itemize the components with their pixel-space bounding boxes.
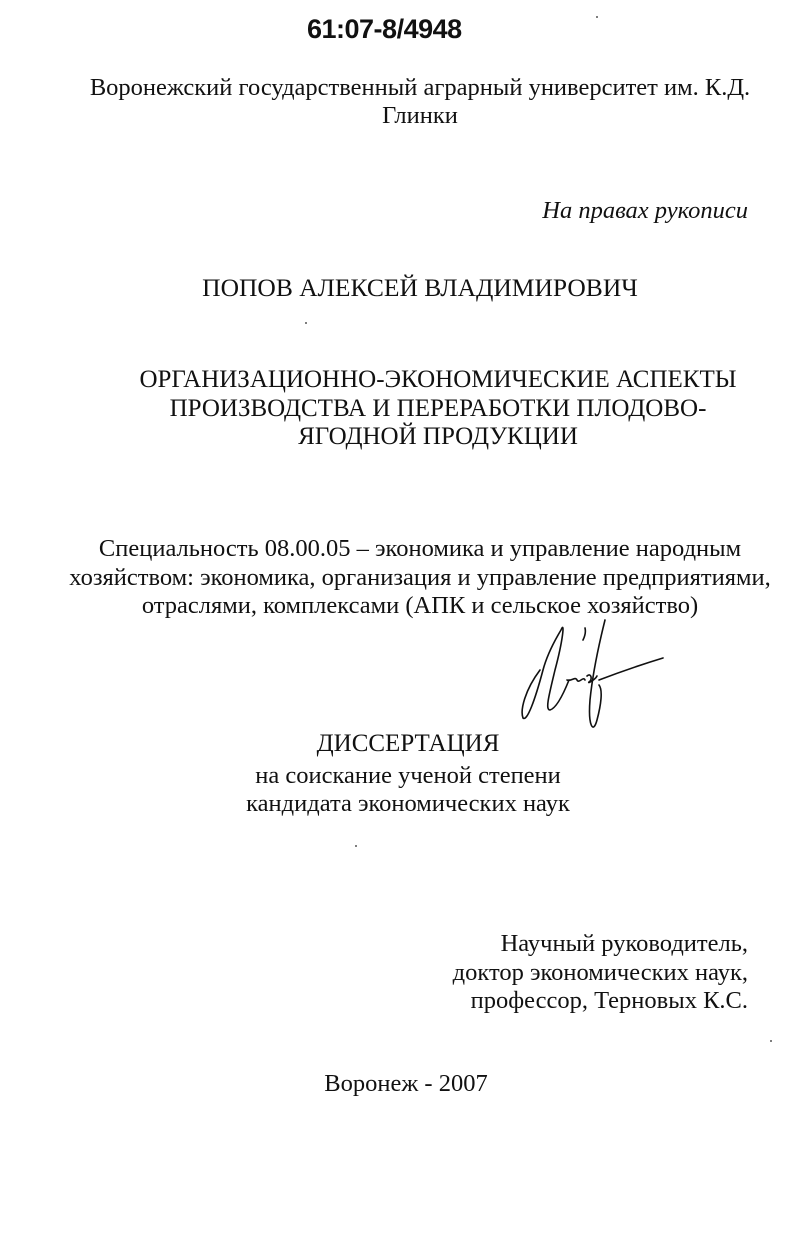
place-year: Воронеж - 2007: [324, 1070, 488, 1097]
author-name: ПОПОВ АЛЕКСЕЙ ВЛАДИМИРОВИЧ: [202, 273, 638, 302]
signature: [505, 610, 675, 740]
degree-line: на соискание ученой степени: [255, 761, 561, 789]
supervisor-line: профессор, Терновых К.С.: [470, 987, 748, 1014]
archive-code: 61:07-8/4948: [307, 14, 462, 44]
scan-speck: [770, 1040, 772, 1042]
scan-speck: [305, 322, 307, 324]
degree-line: кандидата экономических наук: [246, 790, 570, 817]
scan-speck: [355, 845, 357, 847]
scan-speck: [596, 16, 598, 18]
supervisor: [453, 930, 748, 1016]
degree-block: [0, 730, 797, 819]
dissertation-title: [18, 366, 797, 452]
title-line: ПРОИЗВОДСТВА И ПЕРЕРАБОТКИ ПЛОДОВО-: [169, 394, 707, 422]
specialty-line: Специальность 08.00.05 – экономика и управление народным: [98, 535, 742, 562]
university-line: Воронежский государственный аграрный университет им. К.Д.: [89, 74, 751, 101]
manuscript-note: На правах рукописи: [542, 197, 748, 224]
specialty-line: отраслями, комплексами (АПК и сельское хозяйство): [141, 592, 699, 619]
specialty-line: хозяйством: экономика, организация и управление предприятиями,: [69, 563, 771, 591]
university-name: [0, 74, 797, 130]
university-line: Глинки: [382, 101, 458, 129]
specialty: [0, 535, 797, 621]
degree-heading: ДИССЕРТАЦИЯ: [316, 730, 500, 757]
title-line: ОРГАНИЗАЦИОННО-ЭКОНОМИЧЕСКИЕ АСПЕКТЫ: [139, 366, 737, 393]
title-line: ЯГОДНОЙ ПРОДУКЦИИ: [298, 423, 578, 450]
supervisor-line: Научный руководитель,: [500, 930, 748, 957]
supervisor-line: доктор экономических наук,: [452, 958, 748, 986]
